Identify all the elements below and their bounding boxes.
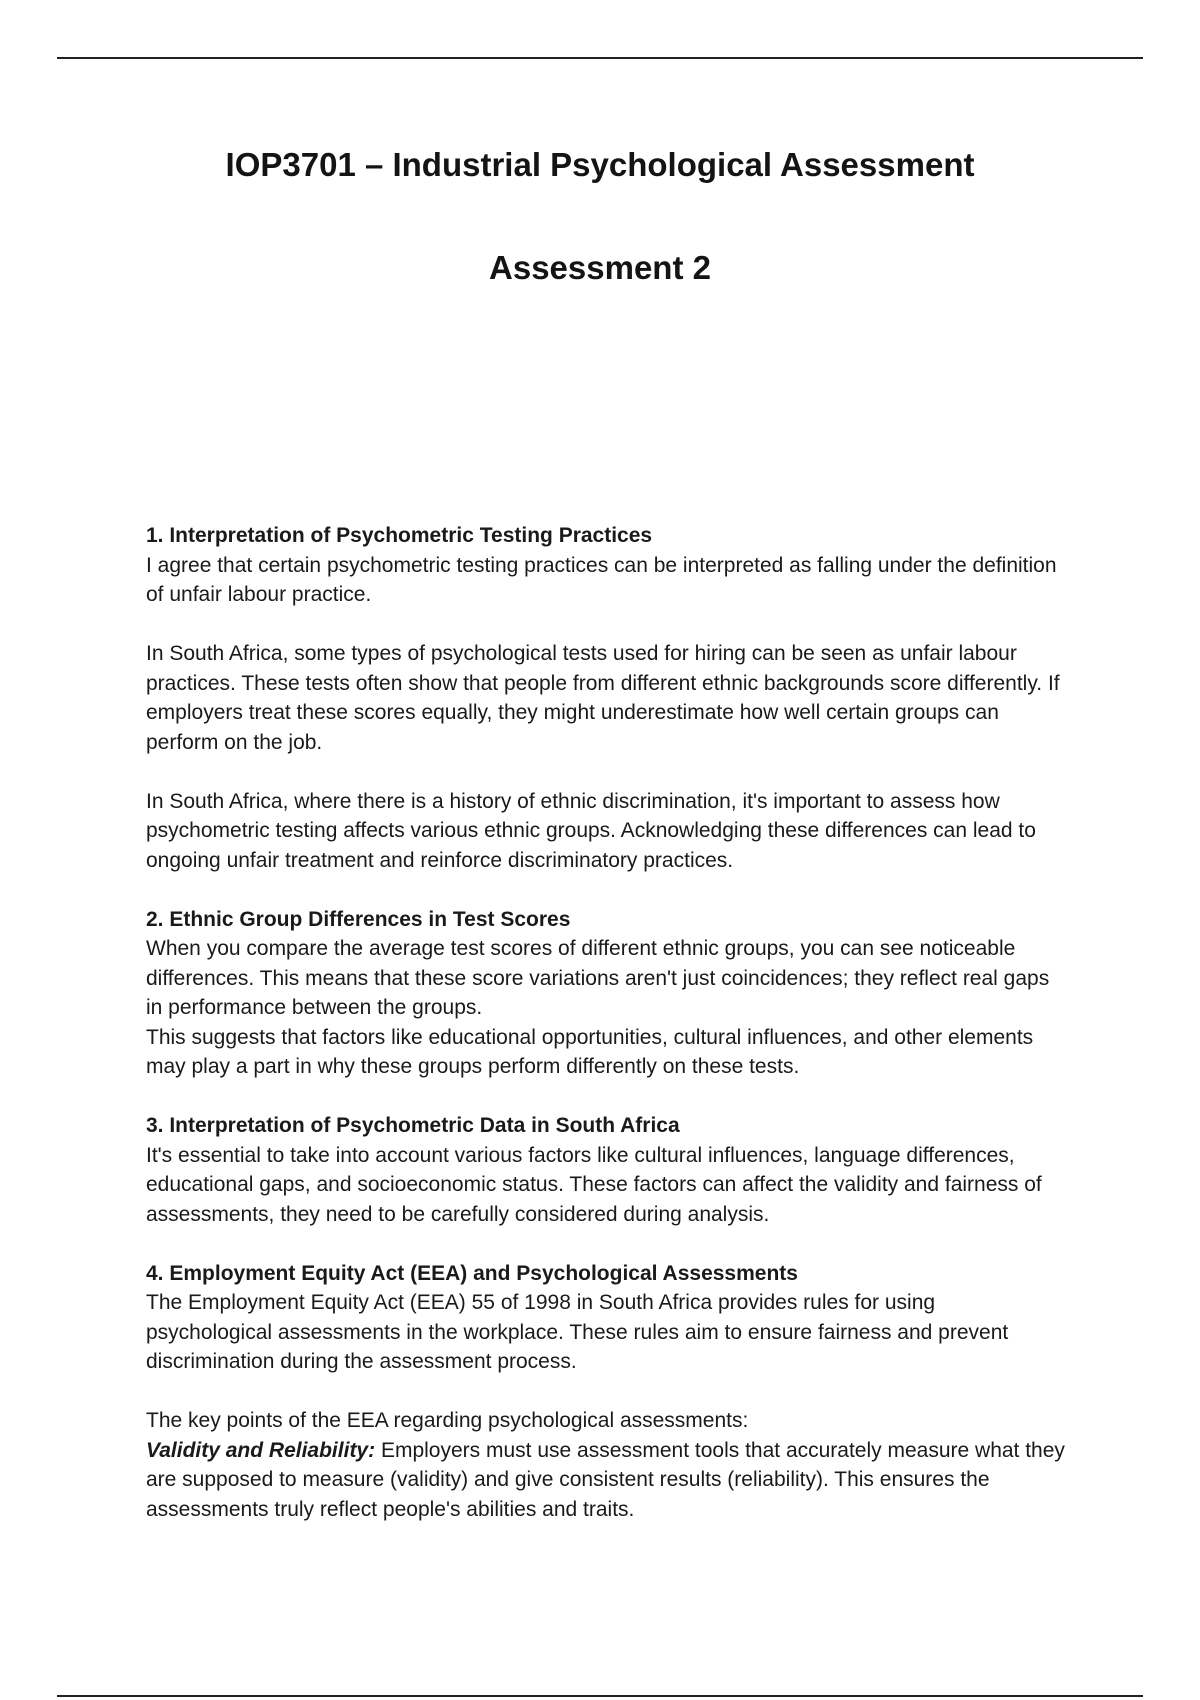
key-point bbox=[146, 1436, 1066, 1525]
section-heading: 1. Interpretation of Psychometric Testing Practices bbox=[146, 524, 653, 547]
paragraph: It's essential to take into account various factors like cultural influences, language differences, educational gaps, and socioeconomic status. These factors can affect the validity and fairness of assessments, they need to be carefully considered during analysis. bbox=[146, 1143, 1042, 1226]
paragraph: This suggests that factors like educational opportunities, cultural influences, and other elements may play a part in why these groups perform differently on these tests. bbox=[146, 1025, 1034, 1078]
paragraph: In South Africa, where there is a history of ethnic discrimination, it's important to assess how psychometric testing affects various ethnic groups. Acknowledging these differences can lead to ongoing unfair treatment and reinforce discriminatory practices. bbox=[146, 789, 1036, 872]
paragraph: The key points of the EEA regarding psychological assessments: bbox=[146, 1409, 749, 1432]
paragraph: The Employment Equity Act (EEA) 55 of 1998 in South Africa provides rules for using psychological assessments in the workplace. These rules aim to ensure fairness and prevent discrimination during the assessment process. bbox=[146, 1291, 1009, 1373]
document-subtitle: Assessment 2 bbox=[489, 249, 711, 286]
paragraph: In South Africa, some types of psychological tests used for hiring can be seen as unfair labour practices. These tests often show that people from different ethnic backgrounds score differently. If employers treat these scores equally, they might underestimate how well certain groups can perform on the job. bbox=[146, 642, 1060, 754]
section-heading: 3. Interpretation of Psychometric Data in South Africa bbox=[146, 1114, 680, 1137]
section-heading: 2. Ethnic Group Differences in Test Scores bbox=[146, 907, 571, 931]
paragraph: I agree that certain psychometric testing practices can be interpreted as falling under the definition of unfair labour practice. bbox=[146, 553, 1057, 606]
section-heading: 4. Employment Equity Act (EEA) and Psychological Assessments bbox=[146, 1261, 798, 1285]
bottom-rule bbox=[57, 1695, 1143, 1697]
paragraph: When you compare the average test scores of different ethnic groups, you can see noticeable differences. This means that these score variations aren't just coincidences; they reflect real gaps in performance between the groups. bbox=[146, 937, 1050, 1019]
key-point-text: Employers must use assessment tools that accurately measure what they are supposed to measure (validity) and give consistent results (reliability). This ensures the assessments truly reflect people's abilities and traits. bbox=[146, 1438, 1065, 1521]
key-point-label: Validity and Reliability: bbox=[146, 1438, 376, 1462]
document-body bbox=[146, 521, 1066, 1524]
top-rule bbox=[57, 57, 1143, 59]
document-title: IOP3701 – Industrial Psychological Assessment bbox=[225, 146, 975, 183]
